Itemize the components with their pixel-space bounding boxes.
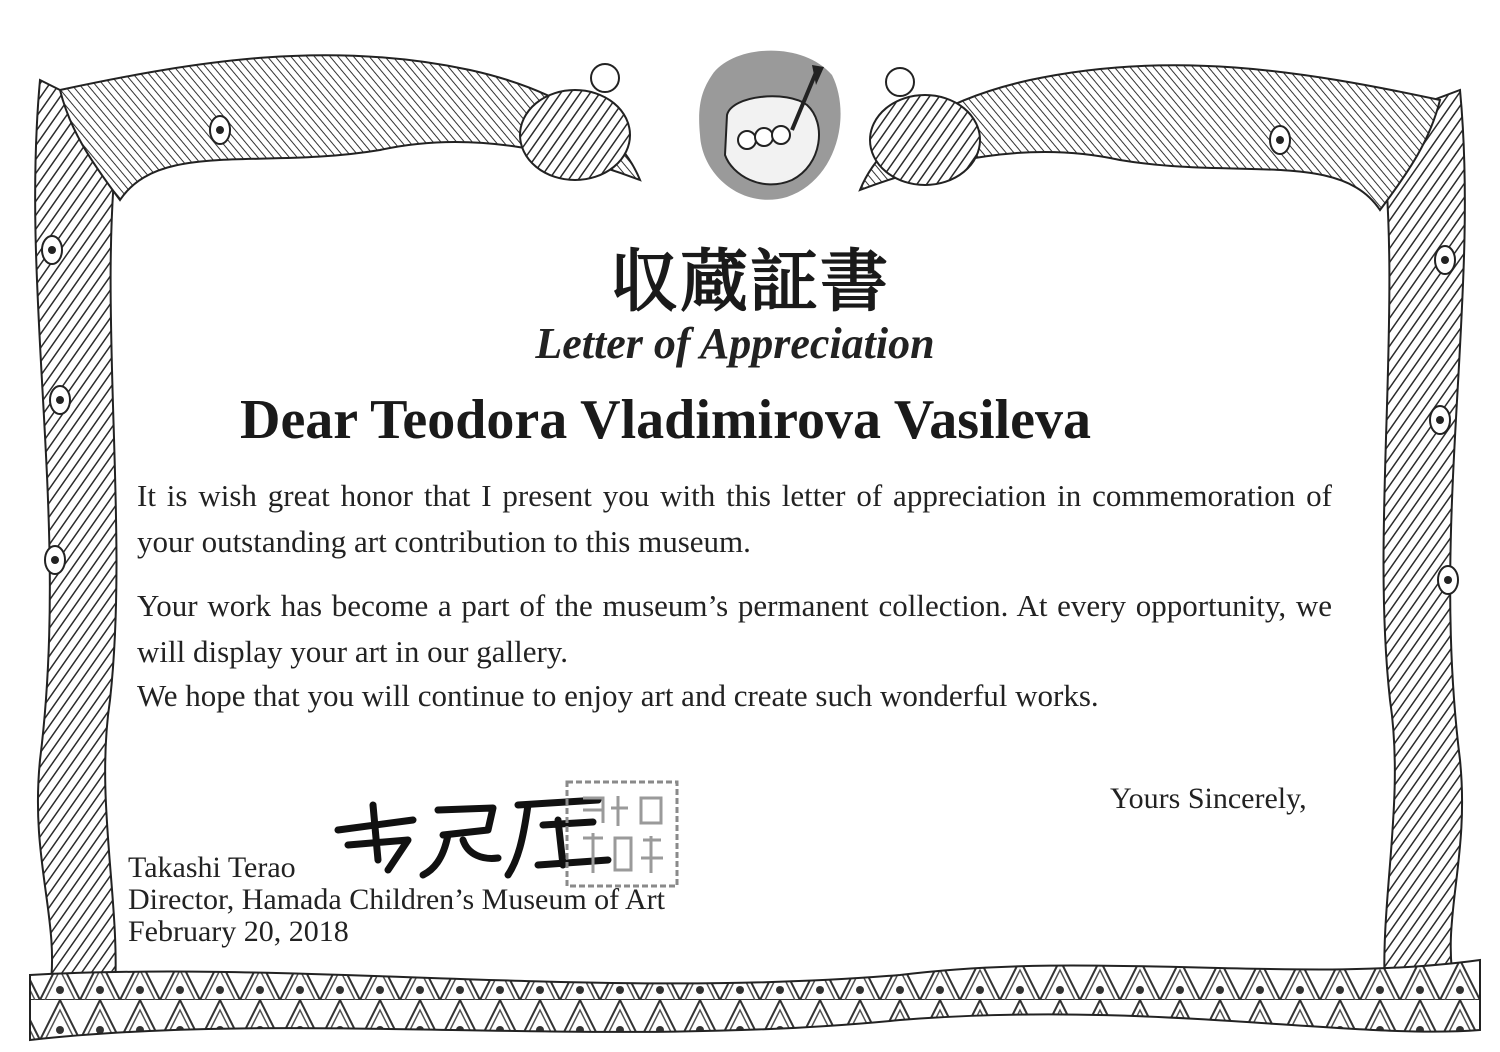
certificate-title-english: Letter of Appreciation (535, 319, 935, 368)
body-paragraph-3: We hope that you will continue to enjoy art and create such wonderful works. (137, 678, 1099, 713)
certificate-date: February 20, 2018 (128, 915, 349, 948)
closing-salutation: Yours Sincerely, (1110, 782, 1307, 815)
signer-name: Takashi Terao (128, 851, 296, 884)
body-paragraph-1: It is wish great honor that I present you with this letter of appreciation in commemoration of your outstanding art contribution to this museum. (137, 478, 1332, 559)
body-paragraph-2: Your work has become a part of the museum’s permanent collection. At every opportunity, we will display your art in our gallery. (137, 588, 1332, 669)
museum-logo-icon (692, 45, 844, 205)
signer-title: Director, Hamada Children’s Museum of Art (128, 883, 666, 916)
signer-block (128, 852, 665, 948)
recipient-greeting: Dear Teodora Vladimirova Vasileva (240, 389, 1091, 451)
certificate-title-japanese: 収蔵証書 (609, 243, 890, 322)
